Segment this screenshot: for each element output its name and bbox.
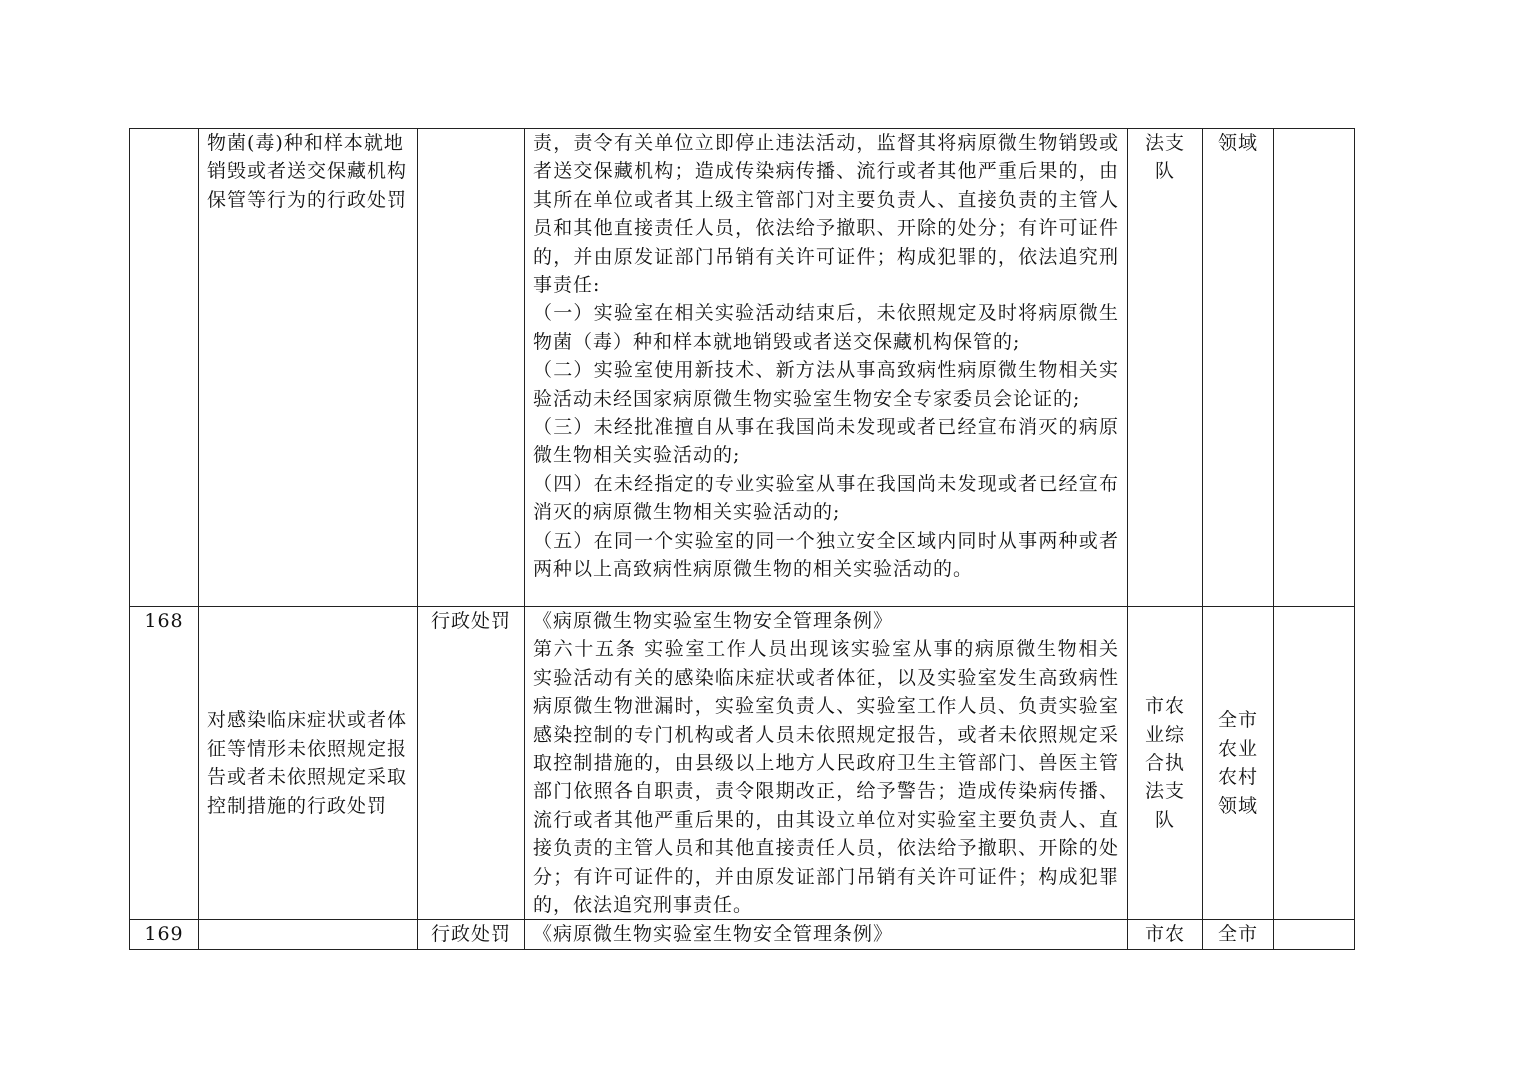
legal-basis: [525, 920, 1128, 949]
jurisdiction-scope: 领域: [1203, 129, 1274, 607]
jurisdiction-scope: 全市农业农村领域: [1203, 607, 1274, 920]
basis-paragraph: 第六十五条 实验室工作人员出现该实验室从事的病原微生物相关实验活动有关的感染临床症状或者体征，以及实验室发生高致病性病原微生物泄漏时，实验室负责人、实验室工作人员、负责实验室感染控制的专门机构或者人员未依照规定报告，或者未依照规定采取控制措施的，由县级以上地方人民政府卫生主管部门、兽医主管部门依照各自职责，责令限期改正，给予警告；造成传染病传播、流行或者其他严重后果的，由其设立单位对实验室主要负责人、直接负责的主管人员和其他直接责任人员，依法给予撤职、开除的处分；有许可证件的，并由原发证部门吊销有关许可证件；构成犯罪的，依法追究刑事责任。: [533, 638, 1119, 917]
remarks: [1274, 129, 1355, 607]
row-number: 168: [130, 607, 199, 920]
legal-basis: [525, 129, 1128, 607]
row-number: [130, 129, 199, 607]
basis-paragraph: 《病原微生物实验室生物安全管理条例》: [533, 610, 894, 632]
legal-basis: [525, 607, 1128, 920]
item-name: 对感染临床症状或者体征等情形未依照规定报告或者未依照规定采取控制措施的行政处罚: [199, 607, 418, 920]
basis-paragraph: （四）在未经指定的专业实验室从事在我国尚未发现或者已经宣布消灭的病原微生物相关实验活动的;: [533, 472, 1119, 524]
enforcement-agency: 法支队: [1128, 129, 1203, 607]
table-row: [130, 129, 1355, 607]
basis-paragraph: 《病原微生物实验室生物安全管理条例》: [533, 923, 894, 946]
basis-paragraph: （五）在同一个实验室的同一个独立安全区域内同时从事两种或者两种以上高致病性病原微生物的相关实验活动的。: [533, 529, 1119, 581]
item-type: 行政处罚: [418, 920, 525, 949]
enforcement-table: [129, 128, 1355, 950]
jurisdiction-scope: 全市: [1203, 920, 1274, 949]
basis-paragraph: （一）实验室在相关实验活动结束后，未依照规定及时将病原微生物菌（毒）种和样本就地销毁或者送交保藏机构保管的;: [533, 302, 1119, 353]
basis-paragraph: （二）实验室使用新技术、新方法从事高致病性病原微生物相关实验活动未经国家病原微生物实验室生物安全专家委员会论证的;: [533, 359, 1119, 410]
basis-paragraph: 责，责令有关单位立即停止违法活动，监督其将病原微生物销毁或者送交保藏机构；造成传染病传播、流行或者其他严重后果的，由其所在单位或者其上级主管部门对主要负责人、直接负责的主管人员和其他直接责任人员，依法给予撤职、开除的处分；有许可证件的，并由原发证部门吊销有关许可证件；构成犯罪的，依法追究刑事责任:: [533, 132, 1119, 297]
item-type: [418, 129, 525, 607]
item-name: 物菌(毒)种和样本就地销毁或者送交保藏机构 保管等行为的行政处罚: [199, 129, 418, 607]
basis-paragraph: （三）未经批准擅自从事在我国尚未发现或者已经宣布消灭的病原微生物相关实验活动的;: [533, 416, 1119, 467]
item-name: [199, 920, 418, 949]
remarks: [1274, 607, 1355, 920]
item-type: 行政处罚: [418, 607, 525, 920]
remarks: [1274, 920, 1355, 949]
enforcement-agency: 市农业综合执法支队: [1128, 607, 1203, 920]
table-row: [130, 920, 1355, 949]
enforcement-agency: 市农: [1128, 920, 1203, 949]
table-row: [130, 607, 1355, 920]
row-number: 169: [130, 920, 199, 949]
